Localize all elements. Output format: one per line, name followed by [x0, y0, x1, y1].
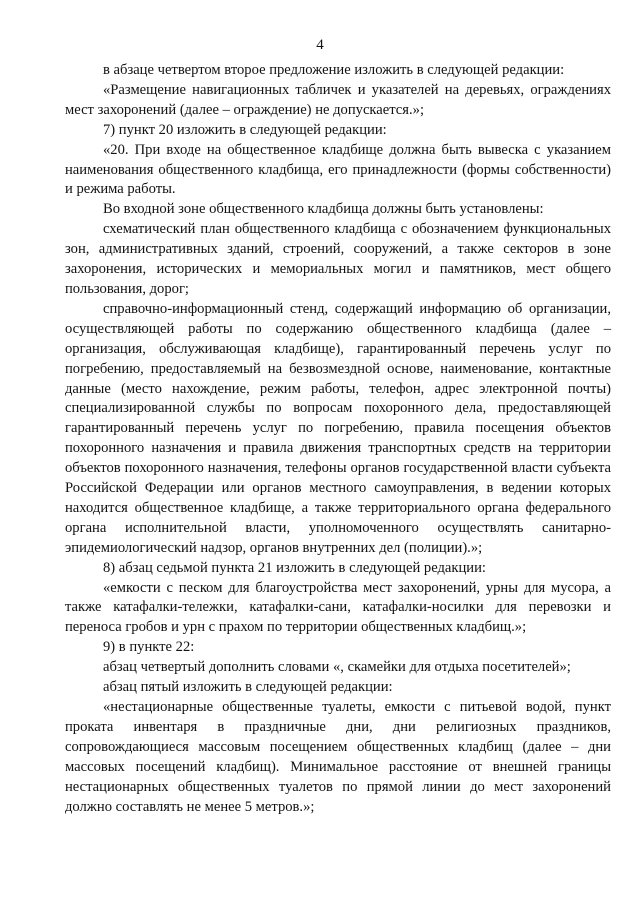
paragraph-2: «Размещение навигационных табличек и указателей на деревьях, ограждениях мест захоронений (далее – ограждение) не допускается.»;	[65, 81, 611, 118]
paragraph-10: 9) в пункте 22:	[103, 639, 195, 656]
paragraph-1: в абзаце четвертом второе предложение изложить в следующей редакции:	[103, 62, 565, 78]
page-number: 4	[316, 37, 324, 53]
paragraph-4: «20. При входе на общественное кладбище должна быть вывеска с указанием наименования общественного кладбища, его принадлежности (формы собственности) и режима работы.	[65, 141, 611, 198]
paragraph-7: справочно-информационный стенд, содержащий информацию об организации, осуществляющей работы по содержанию общественного кладбища (далее – организация, обслуживающая кладбище), гарантированный перечень услуг по погребению, предоставляемый на безвозмездной основе, наименование, контактные данные (место нахождение, режим работы, телефон, адрес электронной почты) специализированной службы по вопросам похоронного дела, предоставляющей гарантированный перечень услуг по погребению, правила посещения объектов похоронного назначения и правила движения транспортных средств на территории объектов похоронного назначения, телефоны органов государственной власти субъекта Российской Федерации или органов местного самоуправления, в ведении которых находится общественное кладбище, а также территориального органа федерального органа исполнительной власти, уполномоченного осуществлять санитарно-эпидемиологический надзор, органов внутренних дел (полиции).»;	[65, 300, 611, 556]
paragraph-5: Во входной зоне общественного кладбища должны быть установлены:	[103, 201, 544, 218]
paragraph-6: схематический план общественного кладбища с обозначением функциональных зон, административных зданий, строений, сооружений, а также секторов в зоне захоронения, исторических и мемориальных могил и памятников, мест общего пользования, дорог;	[65, 221, 611, 297]
document-body	[65, 61, 611, 817]
paragraph-8: 8) абзац седьмой пункта 21 изложить в следующей редакции:	[103, 559, 486, 576]
paragraph-12: абзац пятый изложить в следующей редакции:	[103, 679, 393, 696]
paragraph-13: «нестационарные общественные туалеты, емкости с питьевой водой, пункт проката инвентаря в праздничные дни, дни религиозных праздников, сопровождающиеся массовым посещением общественных кладбищ (далее – дни массовых посещений кладбищ). Минимальное расстояние от внешней границы нестационарных общественных туалетов по прямой линии до мест захоронений должно составлять не менее 5 метров.»;	[65, 699, 611, 815]
paragraph-3: 7) пункт 20 изложить в следующей редакции:	[103, 121, 387, 138]
paragraph-9: «емкости с песком для благоустройства мест захоронений, урны для мусора, а также катафалки-тележки, катафалки-сани, катафалки-носилки для перевозки и переноса гробов и урн с прахом по территории общественных кладбищ.»;	[65, 579, 611, 636]
paragraph-11: абзац четвертый дополнить словами «, скамейки для отдыха посетителей»;	[103, 659, 571, 676]
